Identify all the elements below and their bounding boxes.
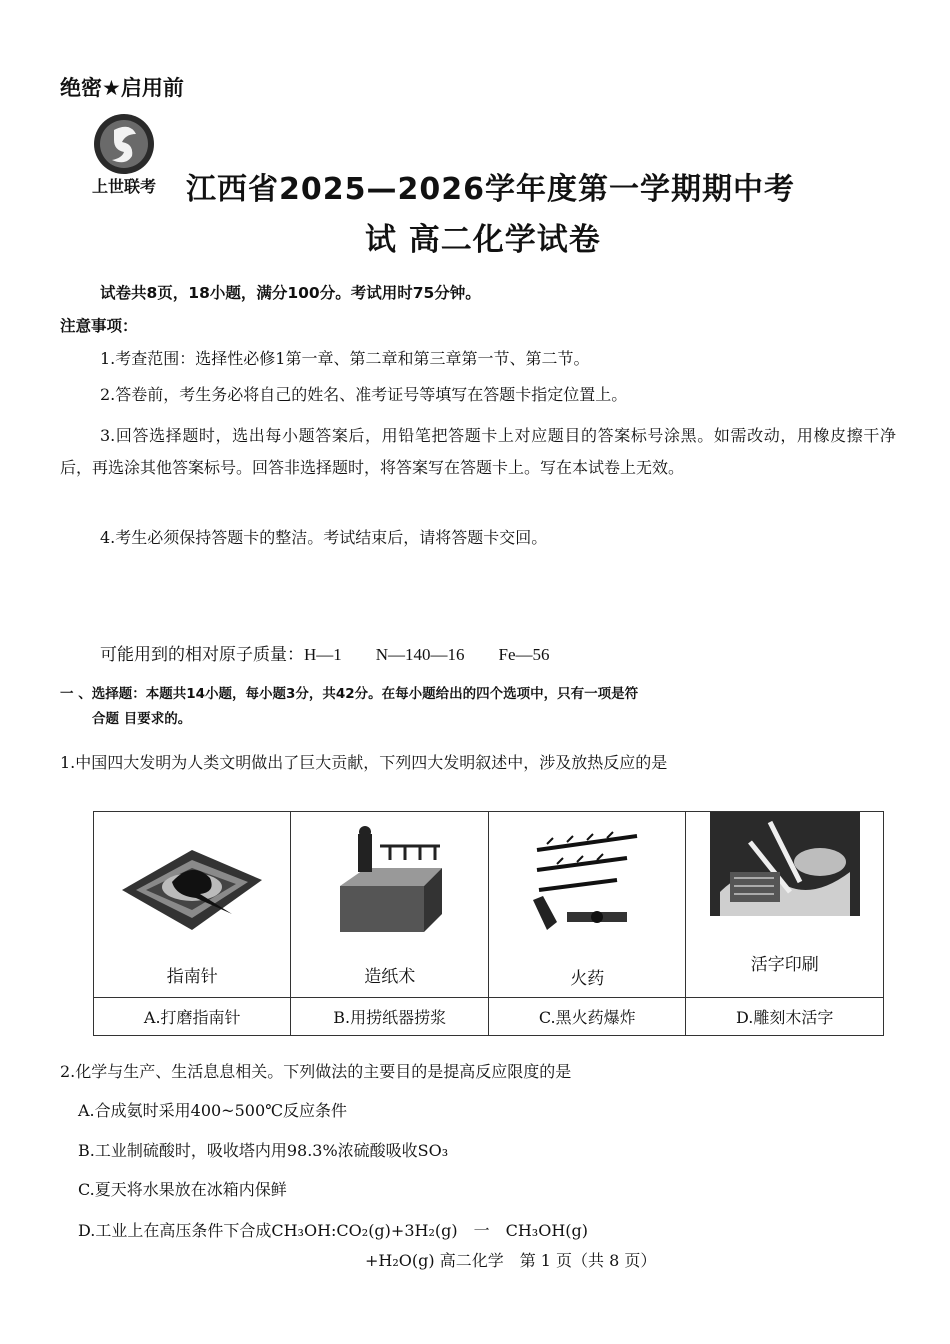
notice-heading: 注意事项：	[60, 317, 138, 335]
notice-item: 2.答卷前，考生务必将自己的姓名、准考证号等填写在答题卡指定位置上。	[100, 385, 628, 404]
invention-cell	[488, 812, 685, 998]
exam-title-line1: 江西省2025—2026学年度第一学期期中考	[186, 172, 795, 207]
question-2-option-b: B.工业制硫酸时，吸收塔内用98.3%浓硫酸吸收SO₃	[78, 1141, 449, 1160]
invention-label: 火药	[570, 969, 605, 988]
page-footer: +H₂O(g) 高二化学 第 1 页（共 8 页）	[365, 1251, 657, 1270]
secret-mark: 绝密★启用前	[60, 76, 184, 100]
invention-cell	[94, 812, 291, 998]
section-one-heading	[60, 682, 900, 732]
notice-item: 4.考生必须保持答题卡的整洁。考试结束后，请将答题卡交回。	[100, 528, 548, 547]
option-cell-b: B.用捞纸器捞浆	[291, 998, 488, 1036]
papermaking-image	[330, 826, 450, 941]
notice-item: 3.回答选择题时，选出每小题答案后，用铅笔把答题卡上对应题目的答案标号涂黑。如需改动，用橡皮擦干净后，再选涂其他答案标号。回答非选择题时，将答案写在答题卡上。写在本试卷上无效。	[60, 426, 896, 477]
atomic-masses: 可能用到的相对原子质量：H—1 N—140—16 Fe—56	[100, 645, 550, 664]
invention-cell	[291, 812, 488, 998]
question-2-option-d: D.工业上在高压条件下合成CH₃OH:CO₂(g)+3H₂(g) 一 CH₃OH(g)	[78, 1221, 589, 1240]
logo-text: 上世联考	[91, 177, 157, 196]
notice-item: 1.考查范围：选择性必修1第一章、第二章和第三章第一节、第二节。	[100, 349, 590, 368]
question-2-option-c: C.夏天将水果放在冰箱内保鲜	[78, 1180, 287, 1199]
question-2-stem: 2.化学与生产、生活息息相关。下列做法的主要目的是提高反应限度的是	[60, 1062, 572, 1081]
invention-label: 指南针	[166, 967, 218, 986]
option-cell-c: C.黑火药爆炸	[488, 998, 685, 1036]
invention-label: 造纸术	[364, 967, 416, 986]
printing-image	[710, 812, 860, 916]
exam-summary: 试卷共8页，18小题，满分100分。考试用时75分钟。	[100, 284, 481, 302]
question-1-stem: 1.中国四大发明为人类文明做出了巨大贡献，下列四大发明叙述中，涉及放热反应的是	[60, 753, 668, 772]
exam-logo-icon	[86, 112, 162, 198]
section-one-line2: 合题 目要求的。	[92, 711, 192, 727]
invention-cell	[686, 812, 884, 998]
invention-label: 活字印刷	[750, 955, 819, 974]
option-cell-d: D.雕刻木活字	[686, 998, 884, 1036]
gunpowder-image	[527, 830, 647, 940]
exam-title-line2: 试 高二化学试卷	[365, 222, 601, 258]
section-one-line1: 一 、选择题：本题共14小题，每小题3分，共42分。在每小题给出的四个选项中，只有一项是符	[60, 686, 639, 702]
question-2-option-a: A.合成氨时采用400~500℃反应条件	[78, 1101, 348, 1120]
compass-image	[112, 830, 272, 940]
inventions-table	[93, 811, 884, 1036]
option-cell-a: A.打磨指南针	[94, 998, 291, 1036]
